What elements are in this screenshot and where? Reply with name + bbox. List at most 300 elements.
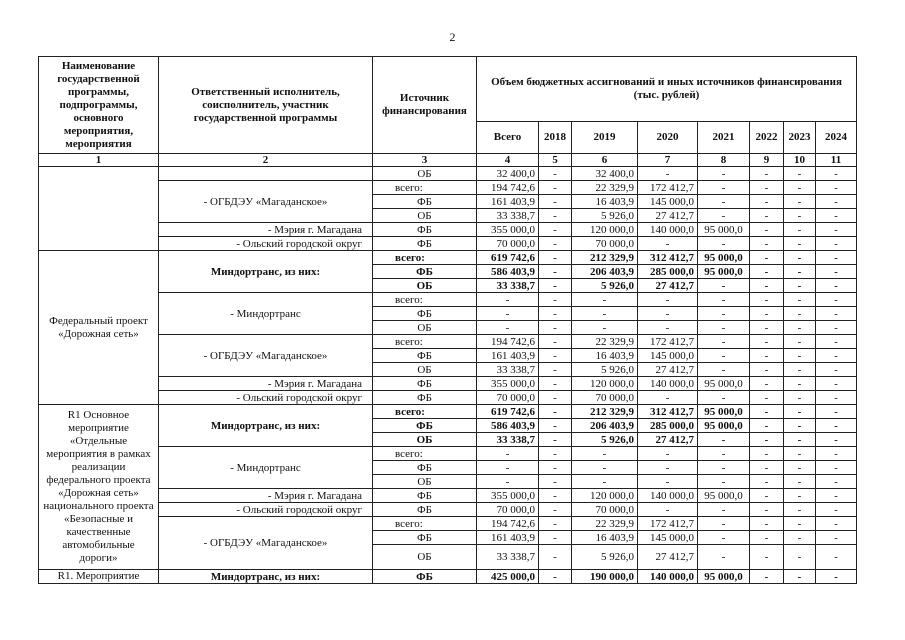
value-cell: - [784,377,816,391]
value-cell: 120 000,0 [572,223,638,237]
source-cell: ФБ [373,307,477,321]
value-cell: - [816,349,857,363]
value-cell: 22 329,9 [572,335,638,349]
value-cell: - [816,419,857,433]
value-cell: - [784,433,816,447]
value-cell: 140 000,0 [638,489,698,503]
value-cell: 145 000,0 [638,531,698,545]
source-cell: ОБ [373,321,477,335]
value-cell: 586 403,9 [477,419,539,433]
value-cell: 194 742,6 [477,517,539,531]
table-row [39,517,857,531]
value-cell: - [539,531,572,545]
header-year-2024: 2024 [816,122,857,154]
value-cell: - [638,321,698,335]
value-cell: 194 742,6 [477,335,539,349]
value-cell: - [750,167,784,181]
value-cell: 95 000,0 [698,570,750,584]
value-cell: - [698,321,750,335]
value-cell: - [816,237,857,251]
header-year-2021: 2021 [698,122,750,154]
source-cell: ФБ [373,223,477,237]
value-cell: - [816,335,857,349]
responsible-cell: - Миндортранс [159,293,373,335]
value-cell: - [816,377,857,391]
header-year-2018: 2018 [539,122,572,154]
value-cell: - [816,570,857,584]
source-cell: ФБ [373,503,477,517]
value-cell: - [750,335,784,349]
value-cell: - [784,363,816,377]
table-row [39,335,857,349]
value-cell: 120 000,0 [572,489,638,503]
source-cell: ОБ [373,279,477,293]
value-cell: - [698,279,750,293]
value-cell: - [750,349,784,363]
header-year-2020: 2020 [638,122,698,154]
value-cell: - [816,405,857,419]
value-cell: - [572,293,638,307]
source-cell: ОБ [373,363,477,377]
value-cell: 27 412,7 [638,433,698,447]
value-cell: - [539,545,572,570]
responsible-cell: - Мэрия г. Магадана [159,223,373,237]
value-cell: 190 000,0 [572,570,638,584]
source-cell: всего: [373,405,477,419]
value-cell: - [784,167,816,181]
value-cell: - [698,531,750,545]
responsible-cell: Миндортранс, из них: [159,570,373,584]
responsible-cell: Миндортранс, из них: [159,405,373,447]
value-cell: - [784,237,816,251]
value-cell: - [784,517,816,531]
value-cell: - [572,475,638,489]
header-year-total: Всего [477,122,539,154]
value-cell: 70 000,0 [572,237,638,251]
value-cell: - [539,503,572,517]
value-cell: 285 000,0 [638,265,698,279]
value-cell: - [539,391,572,405]
value-cell: - [539,321,572,335]
source-cell: ОБ [373,475,477,489]
value-cell: 206 403,9 [572,419,638,433]
source-cell: всего: [373,251,477,265]
value-cell: 312 412,7 [638,251,698,265]
col-number: 3 [373,154,477,167]
value-cell: 586 403,9 [477,265,539,279]
value-cell: 95 000,0 [698,377,750,391]
value-cell: - [816,265,857,279]
col-number: 9 [750,154,784,167]
value-cell: - [750,377,784,391]
source-cell: ФБ [373,349,477,363]
value-cell: - [539,377,572,391]
value-cell: - [750,321,784,335]
source-cell: ФБ [373,461,477,475]
value-cell: - [572,307,638,321]
program-name-cell: R1 Основное мероприятие «Отдельные мероприятия в рамках реализации федерального проекта «Дорожная сеть» национального проекта «Безопасные и качественные автомобильные дороги» [39,405,159,570]
value-cell: - [750,307,784,321]
value-cell: - [477,475,539,489]
value-cell: - [638,391,698,405]
value-cell: 5 926,0 [572,363,638,377]
value-cell: 161 403,9 [477,349,539,363]
table-row [39,503,857,517]
value-cell: 5 926,0 [572,279,638,293]
value-cell: - [750,531,784,545]
value-cell: - [784,531,816,545]
value-cell: - [816,433,857,447]
value-cell: - [750,570,784,584]
value-cell: 355 000,0 [477,223,539,237]
table-row [39,489,857,503]
value-cell: 355 000,0 [477,489,539,503]
value-cell: 33 338,7 [477,279,539,293]
value-cell: - [784,391,816,405]
value-cell: - [750,293,784,307]
header-source: Источник финансирования [373,57,477,154]
source-cell: ФБ [373,419,477,433]
value-cell: - [750,419,784,433]
value-cell: - [698,475,750,489]
value-cell: 95 000,0 [698,405,750,419]
responsible-cell: - ОГБДЭУ «Магаданское» [159,335,373,377]
value-cell: - [750,461,784,475]
col-number: 4 [477,154,539,167]
value-cell: - [750,265,784,279]
value-cell: - [784,475,816,489]
source-cell: всего: [373,447,477,461]
value-cell: 70 000,0 [572,391,638,405]
value-cell: - [750,405,784,419]
value-cell: - [638,503,698,517]
value-cell: - [698,447,750,461]
value-cell: 312 412,7 [638,405,698,419]
value-cell: - [816,503,857,517]
table-row [39,405,857,419]
value-cell: 194 742,6 [477,181,539,195]
value-cell: - [784,209,816,223]
value-cell: - [816,545,857,570]
value-cell: - [539,433,572,447]
value-cell: - [750,447,784,461]
col-number: 2 [159,154,373,167]
value-cell: - [816,279,857,293]
value-cell: - [698,335,750,349]
header-row [39,57,857,122]
value-cell: - [539,209,572,223]
value-cell: - [784,265,816,279]
value-cell: - [698,209,750,223]
value-cell: - [816,209,857,223]
value-cell: - [784,570,816,584]
col-number: 8 [698,154,750,167]
header-year-2022: 2022 [750,122,784,154]
value-cell: - [816,293,857,307]
table-row [39,237,857,251]
value-cell: - [698,167,750,181]
value-cell: - [816,391,857,405]
value-cell: - [539,363,572,377]
value-cell: 27 412,7 [638,279,698,293]
page-number: 2 [449,30,456,44]
value-cell: - [638,461,698,475]
value-cell: - [816,531,857,545]
value-cell: - [539,181,572,195]
value-cell: - [539,265,572,279]
value-cell: - [477,307,539,321]
col-number: 5 [539,154,572,167]
header-volume: Объем бюджетных ассигнований и иных источников финансирования (тыс. рублей) [477,57,857,122]
value-cell: - [698,181,750,195]
value-cell: 145 000,0 [638,349,698,363]
value-cell: - [698,503,750,517]
program-name-cell: Федеральный проект «Дорожная сеть» [39,251,159,405]
value-cell: - [750,237,784,251]
responsible-cell: - Ольский городской округ [159,391,373,405]
column-number-row [39,154,857,167]
header-year-2023: 2023 [784,122,816,154]
table-row [39,223,857,237]
value-cell: - [784,279,816,293]
value-cell: - [784,335,816,349]
value-cell: - [698,349,750,363]
responsible-cell: - ОГБДЭУ «Магаданское» [159,181,373,223]
value-cell: - [539,293,572,307]
responsible-cell: - Ольский городской округ [159,503,373,517]
value-cell: 33 338,7 [477,363,539,377]
value-cell: - [698,391,750,405]
value-cell: - [784,251,816,265]
value-cell: - [750,209,784,223]
source-cell: ФБ [373,531,477,545]
col-number: 11 [816,154,857,167]
value-cell: - [539,517,572,531]
value-cell: 33 338,7 [477,545,539,570]
value-cell: - [784,349,816,363]
value-cell: - [638,293,698,307]
header-responsible: Ответственный исполнитель, соисполнитель, участник государственной программы [159,57,373,154]
value-cell: - [750,223,784,237]
value-cell: - [784,405,816,419]
header-year-2019: 2019 [572,122,638,154]
value-cell: - [816,461,857,475]
value-cell: - [638,475,698,489]
empty-cell [159,167,373,181]
value-cell: - [750,475,784,489]
value-cell: - [539,279,572,293]
value-cell: - [816,307,857,321]
source-cell: всего: [373,293,477,307]
value-cell: 27 412,7 [638,363,698,377]
value-cell: 16 403,9 [572,531,638,545]
value-cell: - [539,307,572,321]
value-cell: - [572,321,638,335]
value-cell: - [539,475,572,489]
value-cell: 16 403,9 [572,195,638,209]
value-cell: 120 000,0 [572,377,638,391]
value-cell: - [698,433,750,447]
col-number: 10 [784,154,816,167]
source-cell: ОБ [373,433,477,447]
value-cell: - [750,517,784,531]
value-cell: - [477,293,539,307]
source-cell: всего: [373,335,477,349]
value-cell: - [816,195,857,209]
value-cell: 425 000,0 [477,570,539,584]
value-cell: 140 000,0 [638,377,698,391]
value-cell: 619 742,6 [477,251,539,265]
value-cell: 33 338,7 [477,209,539,223]
value-cell: 27 412,7 [638,209,698,223]
value-cell: 212 329,9 [572,405,638,419]
value-cell: - [750,195,784,209]
value-cell: - [638,237,698,251]
value-cell: 22 329,9 [572,181,638,195]
value-cell: - [816,223,857,237]
value-cell: - [539,237,572,251]
value-cell: 32 400,0 [572,167,638,181]
value-cell: - [816,447,857,461]
value-cell: 285 000,0 [638,419,698,433]
value-cell: - [784,545,816,570]
value-cell: - [638,167,698,181]
value-cell: - [698,237,750,251]
value-cell: - [539,349,572,363]
source-cell: ФБ [373,265,477,279]
value-cell: 16 403,9 [572,349,638,363]
value-cell: - [477,447,539,461]
responsible-cell: - Ольский городской округ [159,237,373,251]
responsible-cell: Миндортранс, из них: [159,251,373,293]
value-cell: 32 400,0 [477,167,539,181]
source-cell: ОБ [373,209,477,223]
value-cell: 172 412,7 [638,181,698,195]
header-program: Наименование государственной программы, подпрограммы, основного мероприятия, мероприятия [39,57,159,154]
value-cell: - [816,181,857,195]
table-row [39,391,857,405]
value-cell: - [784,321,816,335]
responsible-cell: - Миндортранс [159,447,373,489]
value-cell: 140 000,0 [638,223,698,237]
value-cell: 70 000,0 [477,503,539,517]
value-cell: 619 742,6 [477,405,539,419]
value-cell: 212 329,9 [572,251,638,265]
value-cell: - [816,489,857,503]
value-cell: - [784,293,816,307]
source-cell: ОБ [373,167,477,181]
value-cell: - [698,307,750,321]
value-cell: - [750,279,784,293]
value-cell: - [539,167,572,181]
value-cell: 27 412,7 [638,545,698,570]
source-cell: ФБ [373,195,477,209]
value-cell: 161 403,9 [477,531,539,545]
value-cell: 140 000,0 [638,570,698,584]
value-cell: - [750,545,784,570]
value-cell: - [698,517,750,531]
value-cell: - [539,570,572,584]
value-cell: - [816,363,857,377]
value-cell: - [539,489,572,503]
value-cell: 145 000,0 [638,195,698,209]
value-cell: - [750,251,784,265]
value-cell: - [698,363,750,377]
value-cell: - [698,195,750,209]
value-cell: - [750,503,784,517]
value-cell: - [539,223,572,237]
value-cell: - [750,391,784,405]
value-cell: - [784,489,816,503]
value-cell: - [539,195,572,209]
value-cell: - [539,335,572,349]
value-cell: - [750,433,784,447]
source-cell: ОБ [373,545,477,570]
source-cell: ФБ [373,237,477,251]
table-row [39,377,857,391]
value-cell: - [784,195,816,209]
value-cell: 5 926,0 [572,545,638,570]
value-cell: 355 000,0 [477,377,539,391]
value-cell: - [638,447,698,461]
value-cell: 206 403,9 [572,265,638,279]
table-row [39,181,857,195]
source-cell: ФБ [373,570,477,584]
value-cell: 5 926,0 [572,209,638,223]
value-cell: 172 412,7 [638,517,698,531]
value-cell: - [784,419,816,433]
value-cell: - [784,181,816,195]
value-cell: - [816,321,857,335]
responsible-cell: - Мэрия г. Магадана [159,489,373,503]
value-cell: - [539,419,572,433]
value-cell: - [477,321,539,335]
source-cell: всего: [373,181,477,195]
source-cell: ФБ [373,377,477,391]
value-cell: 95 000,0 [698,265,750,279]
col-number: 7 [638,154,698,167]
table-row [39,293,857,307]
value-cell: 95 000,0 [698,251,750,265]
value-cell: 95 000,0 [698,489,750,503]
value-cell: 70 000,0 [477,237,539,251]
value-cell: - [784,307,816,321]
value-cell: - [784,447,816,461]
table-row [39,570,857,584]
value-cell: 95 000,0 [698,223,750,237]
value-cell: - [539,251,572,265]
value-cell: - [638,307,698,321]
value-cell: - [539,405,572,419]
value-cell: - [784,223,816,237]
value-cell: - [750,489,784,503]
responsible-cell: - Мэрия г. Магадана [159,377,373,391]
value-cell: - [750,363,784,377]
program-name-cell: R1. Мероприятие [39,570,159,584]
value-cell: 95 000,0 [698,419,750,433]
value-cell: 22 329,9 [572,517,638,531]
value-cell: - [539,461,572,475]
value-cell: - [784,461,816,475]
value-cell: 5 926,0 [572,433,638,447]
source-cell: ФБ [373,489,477,503]
table-row [39,251,857,265]
value-cell: - [784,503,816,517]
table-row [39,167,857,181]
empty-cell [39,167,159,251]
value-cell: 172 412,7 [638,335,698,349]
budget-table [38,56,857,584]
